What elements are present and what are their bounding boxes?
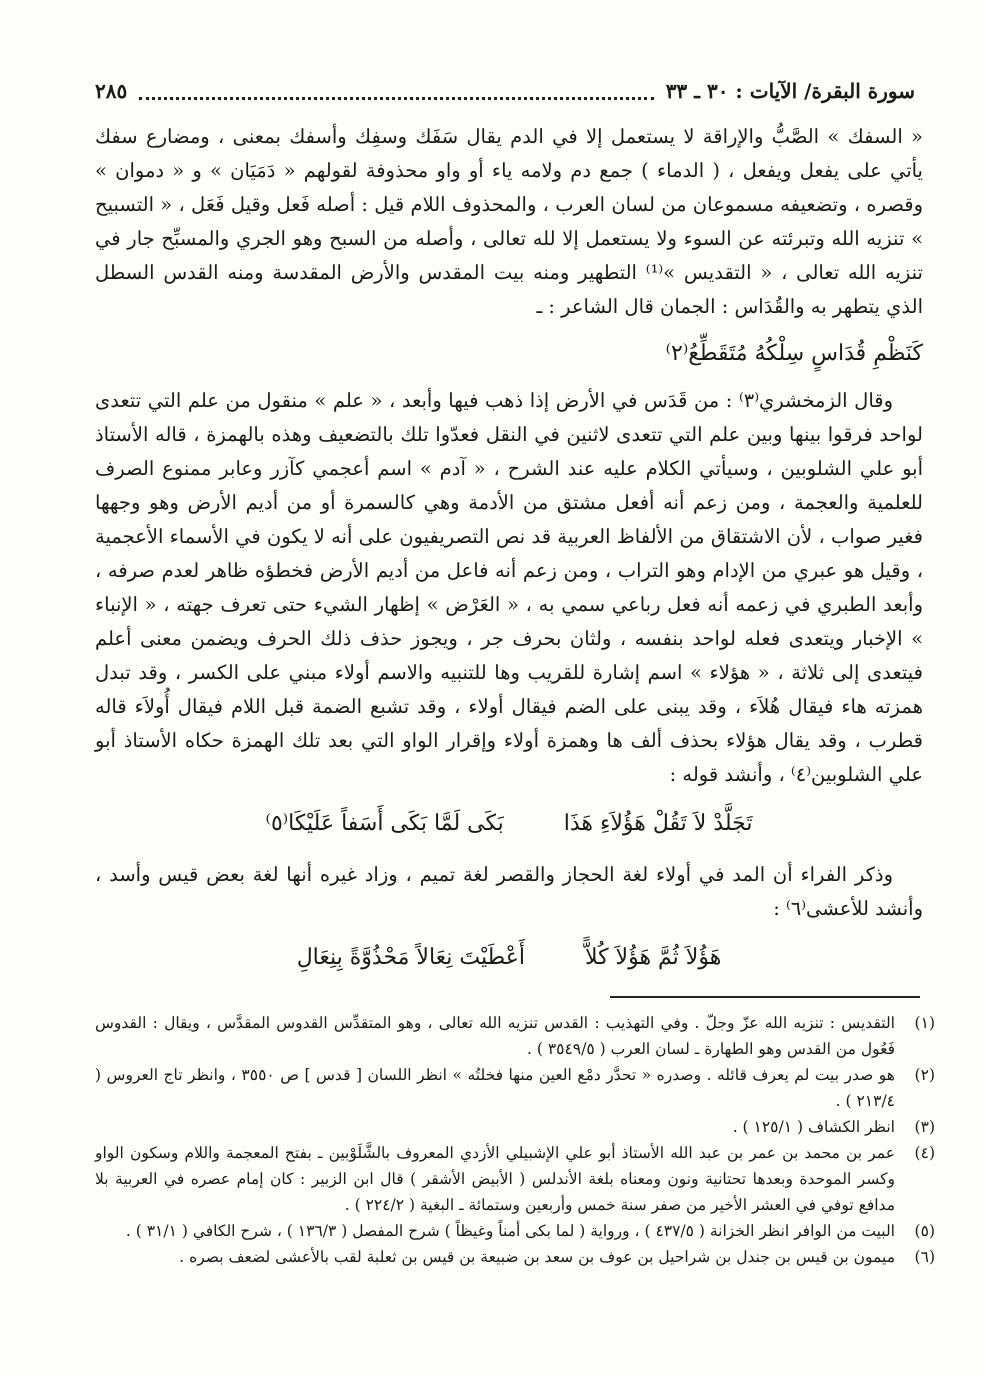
footnote-text: البيت من الوافر انظر الخزانة ( ٤٣٧/٥ ) ، ورواية ( لما بكى أمناً وغيظاً ) شرح المفصل ( ١٣٦/٣ ) ، شرح الكافي ( ٣١/١ ) . — [125, 1222, 895, 1240]
header-dotted-leader — [139, 83, 653, 100]
verse-1: كَنَظْمِ قُدَاسٍ سِلْكُهُ مُتَقَطِّعُ⁽٢⁾ — [665, 341, 923, 366]
footnote-number: (٥) — [914, 1222, 935, 1240]
footnote — [95, 1114, 935, 1140]
footnote-number: (١) — [914, 1014, 935, 1032]
footnote-separator — [610, 996, 920, 998]
verse-2 — [95, 804, 923, 844]
footnote — [95, 1010, 935, 1062]
footnote-number: (٤) — [914, 1144, 935, 1162]
footnotes — [95, 1010, 935, 1270]
page-number: ٢٨٥ — [95, 79, 128, 103]
paragraph-3: وذكر الفراء أن المد في أولاء لغة الحجاز والقصر لغة تميم ، وزاد غيره أنها لغة بعض قيس وأسد ، وأنشد للأعشى⁽٦⁾ : — [95, 863, 923, 920]
page-header — [95, 74, 915, 108]
footnote-text: التقديس : تنزيه الله عزّ وجلّ . وفي التهذيب : القدس تنزيه الله تعالى ، وهو المتقدِّس القدوس المقدَّس ، ويقال : القدوس فَعُول من القدس وهو الطهارة ـ لسان العرب ( ٣٥٤٩/٥ ) . — [95, 1014, 895, 1058]
footnote-number: (٢) — [914, 1066, 935, 1084]
main-text — [95, 120, 923, 992]
footnote — [95, 1244, 935, 1270]
paragraph-1: « السفك » الصَّبُّ والإراقة لا يستعمل إلا في الدم يقال سَفَك وسفِك وأسفك بمعنى ، ومضارع سفك يأتي على يفعل ويفعل ، ( الدماء ) جمع دم ولامه ياء أو واو محذوفة لقولهم « دَمَيَان » و « دموان » وقصره ، وتضعيفه مسموعان من لسان العرب ، والمحذوف اللام قيل : أصله فَعل وقيل فَعَل ، « التسبيح » تنزيه الله وتبرئته عن السوء ولا يستعمل إلا لله تعالى ، وأصله من السبح وهو الجري والمسبِّح جار في تنزيه الله تعالى ، « التقديس »⁽¹⁾ التطهير ومنه بيت المقدس والأرض المقدسة ومنه القدس السطل الذي يتطهر به والقُدَاس : الجمان قال الشاعر : ـ — [95, 125, 923, 318]
footnote-text: انظر الكشاف ( ١٢٥/١ ) . — [732, 1118, 895, 1136]
footnote — [95, 1062, 935, 1114]
footnote-number: (٦) — [914, 1248, 935, 1266]
verse-2-first-hemistich: تَجَلَّدْ لاَ تَقُلْ هَؤُلاَءِ هَذَا — [563, 811, 753, 836]
verse-3 — [95, 938, 923, 978]
footnote — [95, 1140, 935, 1218]
footnote — [95, 1218, 935, 1244]
running-title: سورة البقرة/ الآيات : ٣٠ ـ ٣٣ — [665, 79, 915, 103]
footnote-number: (٣) — [914, 1118, 935, 1136]
footnote-text: عمر بن محمد بن عمر بن عبد الله الأستاذ أبو علي الإشبيلي الأزدي المعروف بالشَّلَوْبين ـ بفتح المعجمة واللام وسكون الواو وكسر الموحدة وبعدها تحتانية ونون ومعناه بلغة الأندلس ( الأبيض الأشقر ) قال ابن الزبير : كان إمام عصره في العربية بلا مدافع توفي في العشر الأخير من صفر سنة خمس وأربعين وستمائة ـ البغية ( ٢٢٤/٢ ) . — [95, 1144, 895, 1214]
verse-3-first-hemistich: هَؤُلاَ ثُمَّ هَؤُلاَ كُلاًّ — [584, 945, 722, 970]
verse-3-second-hemistich: أَعْطَيْتَ نِعَالاً مَحْذُوَّةً بِنِعَالِ — [296, 945, 525, 970]
verse-2-second-hemistich: بَكَى لَمَّا بَكَى أَسَفاً عَلَيْكَا⁽٥⁾ — [265, 811, 504, 836]
paragraph-2: وقال الزمخشري⁽٣⁾ : من قَدَس في الأرض إذا ذهب فيها وأبعد ، « علم » منقول من علم التي تتعدى لواحد فرقوا بينها وبين علم التي تتعدى لاثنين في النقل فعدّوا تلك بالتضعيف وهذه بالهمزة ، قاله الأستاذ أبو علي الشلوبين ، وسيأتي الكلام عليه عند الشرح ، « آدم » اسم أعجمي كآزر وعابر ممنوع الصرف للعلمية والعجمة ، ومن زعم أنه أفعل مشتق من الأدمة وهي كالسمرة أو من أديم الأرض وهو وجهها فغير صواب ، لأن الاشتقاق من الألفاظ العربية قد نص التصريفيون على أنه لا يكون في الأسماء الأعجمية ، وقيل هو عبري من الإدام وهو التراب ، ومن زعم أنه فاعل من أديم الأرض فخطؤه ظاهر لعدم صرفه ، وأبعد الطبري في زعمه أنه فعل رباعي سمي به ، « العَرْض » إظهار الشيء حتى تعرف جهته ، « الإنباء » الإخبار ويتعدى فعله لواحد بنفسه ، ولثان بحرف جر ، ويجوز حذف ذلك الحرف ويضمن معنى أعلم فيتعدى إلى ثلاثة ، « هؤلاء » اسم إشارة للقريب وها للتنبيه والاسم أولاء مبني على الكسر ، وقد تبدل همزته هاء فيقال هُلاَء ، وقد يبنى على الضم فيقال أولاء ، وقد تشبع الضمة قبل اللام فيقال أُولاَء قاله قطرب ، وقد يقال هؤلاء بحذف ألف ها وهمزة أولاء وإقرار الواو التي بعد تلك الهمزة حكاه الأستاذ أبو علي الشلوبين⁽٤⁾ ، وأنشد قوله : — [95, 389, 923, 786]
footnote-text: هو صدر بيت لم يعرف قائله . وصدره « تحدَّر دمْع العين منها فخلتُه » انظر اللسان [ قدس ] ص ٣٥٥٠ ، وانظر تاج العروس ( ٢١٣/٤ ) . — [95, 1066, 895, 1110]
footnote-text: ميمون بن قيس بن جندل بن شراحيل بن عوف بن سعد بن ضبيعة بن قيس بن ثعلبة لقب بالأعشى لضعف بصره . — [179, 1248, 895, 1266]
